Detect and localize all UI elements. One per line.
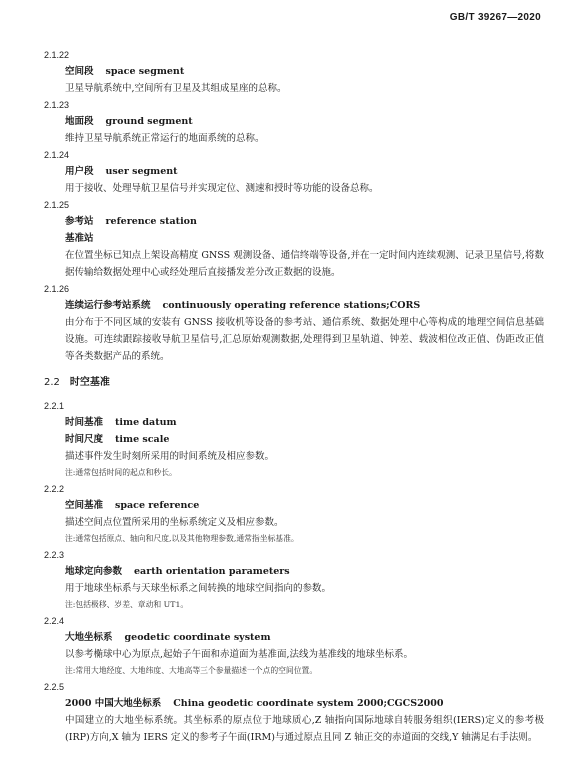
standard-code: GB/T 39267—2020	[449, 12, 541, 23]
term-line	[44, 629, 544, 646]
term-line	[44, 213, 544, 230]
term-definition: 中国建立的大地坐标系统。其坐标系的原点位于地球质心,Z 轴指向国际地球自转服务组织(IERS)定义的参考极(IRP)方向,X 轴为 IERS 定义的参考子午面(IRM)与通过原点且同 Z 轴正交的赤道面的交线,Y 轴满足右手法则。	[65, 715, 544, 743]
term-line	[44, 431, 544, 448]
term-entry	[44, 481, 544, 547]
term-line	[44, 414, 544, 431]
term-zh: 基准站	[65, 233, 94, 244]
entry-number: 2.2.4	[44, 616, 65, 626]
entry-number: 2.1.24	[44, 150, 70, 160]
term-zh: 空间段	[65, 66, 94, 77]
term-en: China geodetic coordinate system 2000;CGCS2000	[173, 698, 444, 709]
term-zh: 参考站	[65, 216, 94, 227]
term-definition: 用于接收、处理导航卫星信号并实现定位、测速和授时等功能的设备总称。	[65, 183, 379, 194]
terms-group-2-2	[44, 398, 544, 746]
term-en: time datum	[115, 417, 177, 428]
term-en: reference station	[105, 216, 197, 227]
term-en: earth orientation parameters	[134, 566, 290, 577]
term-definition: 描述空间点位置所采用的坐标系统定义及相应参数。	[65, 517, 284, 528]
term-zh: 地面段	[65, 116, 94, 127]
term-line	[44, 563, 544, 580]
term-entry	[44, 47, 544, 97]
term-line	[44, 63, 544, 80]
term-note: 注:通常包括原点、轴向和尺度,以及其他物理参数,通常指坐标基准。	[65, 534, 299, 543]
term-zh: 空间基准	[65, 500, 104, 511]
term-definition: 描述事件发生时刻所采用的时间系统及相应参数。	[65, 451, 275, 462]
term-en: geodetic coordinate system	[124, 632, 271, 643]
term-note: 注:包括极移、岁差、章动和 UT1。	[65, 600, 189, 609]
term-definition: 维持卫星导航系统正常运行的地面系统的总称。	[65, 133, 265, 144]
term-en: time scale	[115, 434, 170, 445]
term-zh: 时间尺度	[65, 434, 104, 445]
term-entry	[44, 97, 544, 147]
entry-number: 2.1.22	[44, 50, 70, 60]
entry-number: 2.1.26	[44, 284, 70, 294]
term-line	[44, 497, 544, 514]
term-en: space segment	[105, 66, 185, 77]
term-definition: 由分布于不同区域的安装有 GNSS 接收机等设备的参考站、通信系统、数据处理中心等构成的地理空间信息基础设施。可连续跟踪接收导航卫星信号,汇总原始观测数据,处理得到卫星轨道、钟差、载波相位改正值、伪距改正值等各类数据产品的系统。	[65, 317, 544, 362]
term-entry	[44, 197, 544, 281]
entry-number: 2.2.5	[44, 682, 65, 692]
entry-number: 2.1.25	[44, 200, 70, 210]
section-heading	[44, 374, 544, 392]
term-definition: 卫星导航系统中,空间所有卫星及其组成星座的总称。	[65, 83, 287, 94]
term-entry	[44, 281, 544, 365]
term-entry	[44, 398, 544, 481]
term-en: space reference	[115, 500, 200, 511]
entry-number: 2.2.2	[44, 484, 65, 494]
term-en: user segment	[105, 166, 178, 177]
term-line	[44, 695, 544, 712]
term-line	[44, 230, 544, 247]
entry-number: 2.1.23	[44, 100, 70, 110]
term-entry	[44, 547, 544, 613]
term-zh: 大地坐标系	[65, 632, 113, 643]
term-zh: 2000 中国大地坐标系	[65, 698, 162, 709]
term-zh: 用户段	[65, 166, 94, 177]
term-line	[44, 163, 544, 180]
entry-number: 2.2.1	[44, 401, 65, 411]
term-zh: 连续运行参考站系统	[65, 300, 151, 311]
term-line	[44, 297, 544, 314]
term-entry	[44, 679, 544, 746]
term-zh: 地球定向参数	[65, 566, 123, 577]
term-line	[44, 113, 544, 130]
term-definition: 用于地球坐标系与天球坐标系之间转换的地球空间指向的参数。	[65, 583, 332, 594]
term-definition: 以参考椭球中心为原点,起始子午面和赤道面为基准面,法线为基准线的地球坐标系。	[65, 649, 414, 660]
term-zh: 时间基准	[65, 417, 104, 428]
term-entry	[44, 613, 544, 679]
terms-group-2-1	[44, 47, 544, 365]
section-title: 时空基准	[69, 377, 110, 388]
term-note: 注:常用大地经度、大地纬度、大地高等三个参量描述一个点的空间位置。	[65, 666, 318, 675]
entry-number: 2.2.3	[44, 550, 65, 560]
document-body	[44, 47, 544, 746]
section-number: 2.2	[44, 377, 60, 388]
term-en: continuously operating reference stations;CORS	[162, 300, 421, 311]
term-note: 注:通常包括时间的起点和秒长。	[65, 468, 177, 477]
term-entry	[44, 147, 544, 197]
term-definition: 在位置坐标已知点上架设高精度 GNSS 观测设备、通信终端等设备,并在一定时间内连续观测、记录卫星信号,将数据传输给数据处理中心或经处理后直接播发差分改正数据的设施。	[65, 250, 544, 278]
term-en: ground segment	[105, 116, 193, 127]
